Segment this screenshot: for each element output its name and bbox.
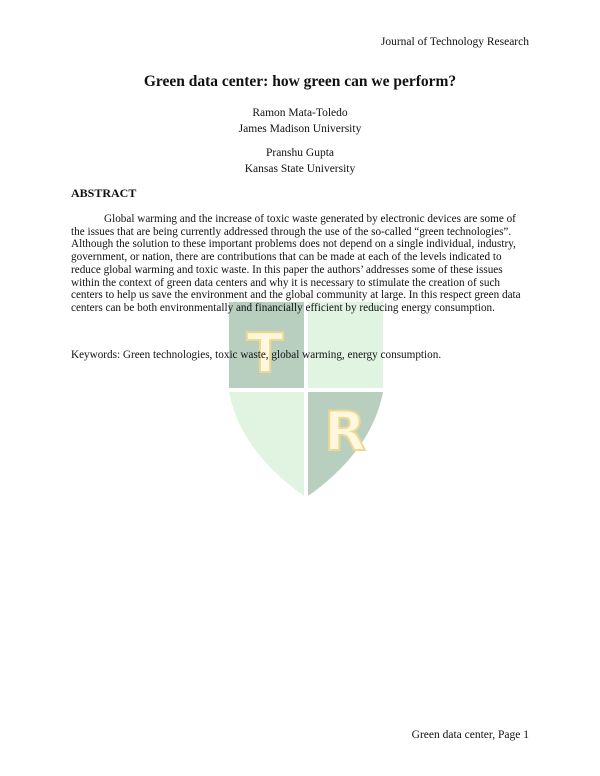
author-block-1: [0, 105, 600, 137]
abstract-heading: ABSTRACT: [71, 186, 137, 200]
watermark-letter-r: R: [324, 400, 366, 463]
author-name: Pranshu Gupta: [265, 147, 335, 159]
paper-title: Green data center: how green can we perform?: [143, 73, 457, 90]
author-affiliation: Kansas State University: [244, 163, 356, 175]
shield-quadrant-bottom-left: [229, 392, 304, 496]
journal-watermark-logo: [227, 300, 385, 500]
author-affiliation: James Madison University: [238, 123, 362, 135]
author-block-2: [0, 145, 600, 177]
journal-header: Journal of Technology Research: [380, 36, 529, 48]
keywords: Keywords: Green technologies, toxic waste, global warming, energy consumption.: [71, 349, 442, 361]
shield-quadrant-top-right: [308, 302, 383, 388]
watermark-letter-t: T: [246, 322, 284, 385]
abstract-text: Global warming and the increase of toxic waste generated by electronic devices are some of the issues that are being currently addressed through the use of the so-called “green technologies”. Although the solution to these important problems does not depend on a single individual, industry, government, or nation, there are contributions that can be made at each of the levels indicated to reduce global warming and toxic waste. In this paper the authors’ addresses some of these issues within the context of green data centers and why it is necessary to stimulate the creation of such centers to help us save the environment and the global community at large. In this respect green data centers can be both environmentally and financially efficient by reducing energy consumption.: [71, 213, 521, 314]
author-name: Ramon Mata-Toledo: [252, 107, 348, 119]
page-footer: Green data center, Page 1: [411, 729, 529, 741]
